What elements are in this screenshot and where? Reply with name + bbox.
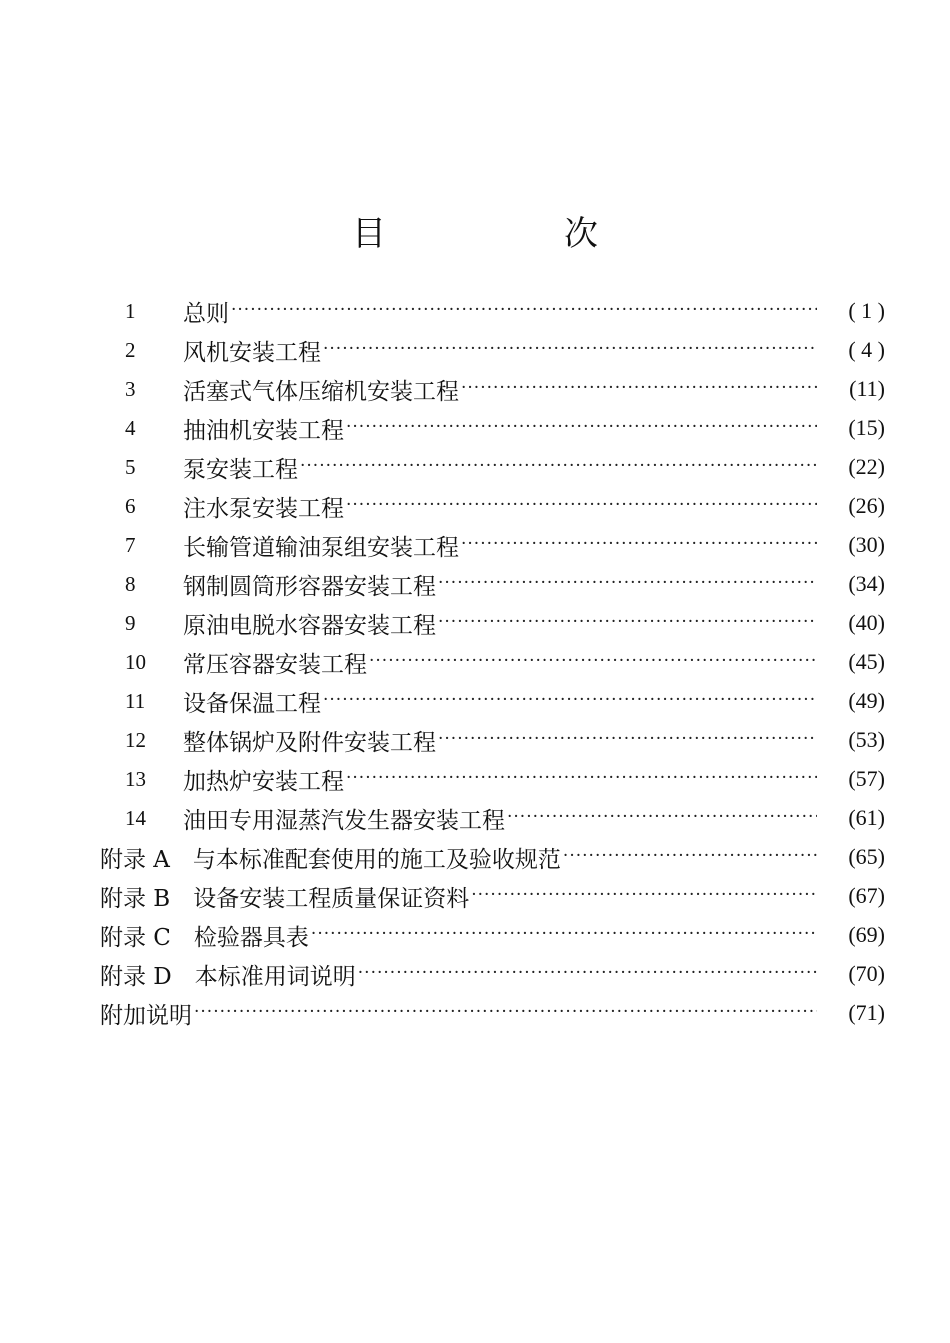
dot-leader (461, 372, 817, 406)
entry-title: 风机安装工程 (183, 339, 321, 366)
entry-title: 整体锅炉及附件安装工程 (183, 729, 436, 756)
dot-leader (438, 606, 817, 640)
entry-title: 泵安装工程 (183, 456, 298, 483)
dot-leader (194, 996, 817, 1030)
toc-appendix-entry[interactable] (100, 918, 885, 952)
toc-entry[interactable] (125, 411, 885, 445)
dot-leader (346, 489, 817, 523)
entry-page: (61) (848, 805, 885, 830)
appendix-title: 附加说明 (100, 1002, 192, 1029)
entry-title: 原油电脱水容器安装工程 (183, 612, 436, 639)
entry-page: ( 1 ) (848, 298, 885, 323)
toc-appendix-entry[interactable] (100, 840, 885, 874)
entry-page: (34) (848, 571, 885, 596)
appendix-title: 附录 D 本标准用词说明 (100, 963, 356, 990)
entry-number: 10 (125, 649, 146, 674)
entry-page: (57) (848, 766, 885, 791)
toc-entry[interactable] (125, 450, 885, 484)
entry-page: (49) (848, 688, 885, 713)
dot-leader (461, 528, 817, 562)
entry-page: (40) (848, 610, 885, 635)
entry-page: (30) (848, 532, 885, 557)
toc-entry[interactable] (125, 333, 885, 367)
entry-number: 2 (125, 337, 136, 362)
appendix-title: 附录 A 与本标准配套使用的施工及验收规范 (100, 846, 561, 873)
entry-number: 13 (125, 766, 146, 791)
toc-entry[interactable] (125, 528, 885, 562)
dot-leader (369, 645, 817, 679)
dot-leader (438, 723, 817, 757)
entry-title: 总则 (183, 300, 229, 327)
entry-number: 11 (125, 688, 146, 713)
entry-number: 4 (125, 415, 136, 440)
entry-title: 油田专用湿蒸汽发生器安装工程 (183, 807, 505, 834)
appendix-title: 附录 B 设备安装工程质量保证资料 (100, 885, 470, 912)
dot-leader (438, 567, 817, 601)
dot-leader (300, 450, 817, 484)
toc-appendix-entry[interactable] (100, 996, 885, 1030)
dot-leader (311, 918, 817, 952)
toc-entry[interactable] (125, 372, 885, 406)
entry-number: 7 (125, 532, 136, 557)
entry-title: 加热炉安装工程 (183, 768, 344, 795)
entry-title: 抽油机安装工程 (183, 417, 344, 444)
dot-leader (323, 333, 817, 367)
toc-entry[interactable] (125, 762, 885, 796)
appendix-page: (69) (848, 922, 885, 947)
entry-number: 8 (125, 571, 136, 596)
entry-page: (45) (848, 649, 885, 674)
entry-number: 3 (125, 376, 136, 401)
toc-entry[interactable] (125, 567, 885, 601)
toc-appendix-entry[interactable] (100, 879, 885, 913)
entry-number: 9 (125, 610, 136, 635)
entry-title: 钢制圆筒形容器安装工程 (183, 573, 436, 600)
entry-title: 常压容器安装工程 (183, 651, 367, 678)
entry-page: ( 4 ) (848, 337, 885, 362)
toc-entry[interactable] (125, 801, 885, 835)
toc-entry[interactable] (125, 723, 885, 757)
appendix-page: (70) (848, 961, 885, 986)
dot-leader (346, 762, 817, 796)
entry-page: (53) (848, 727, 885, 752)
dot-leader (231, 294, 817, 328)
entry-page: (15) (848, 415, 885, 440)
entry-number: 5 (125, 454, 136, 479)
entry-page: (11) (849, 376, 885, 401)
entry-title: 注水泵安装工程 (183, 495, 344, 522)
dot-leader (507, 801, 817, 835)
entry-page: (22) (848, 454, 885, 479)
entry-number: 12 (125, 727, 146, 752)
appendix-page: (71) (848, 1000, 885, 1025)
entry-title: 活塞式气体压缩机安装工程 (183, 378, 459, 405)
toc-appendix-entry[interactable] (100, 957, 885, 991)
appendix-page: (65) (848, 844, 885, 869)
dot-leader (358, 957, 817, 991)
entry-title: 长输管道输油泵组安装工程 (183, 534, 459, 561)
toc-entry[interactable] (125, 645, 885, 679)
appendix-page: (67) (848, 883, 885, 908)
entry-page: (26) (848, 493, 885, 518)
toc-entry[interactable] (125, 294, 885, 328)
toc-entry[interactable] (125, 684, 885, 718)
entry-number: 14 (125, 805, 146, 830)
entry-number: 6 (125, 493, 136, 518)
dot-leader (346, 411, 817, 445)
toc-entry[interactable] (125, 489, 885, 523)
page-title: 目 次 (352, 214, 670, 254)
entry-number: 1 (125, 298, 136, 323)
dot-leader (563, 840, 817, 874)
appendix-title: 附录 C 检验器具表 (100, 924, 309, 951)
entry-title: 设备保温工程 (183, 690, 321, 717)
dot-leader (323, 684, 817, 718)
toc-entry[interactable] (125, 606, 885, 640)
dot-leader (471, 879, 817, 913)
